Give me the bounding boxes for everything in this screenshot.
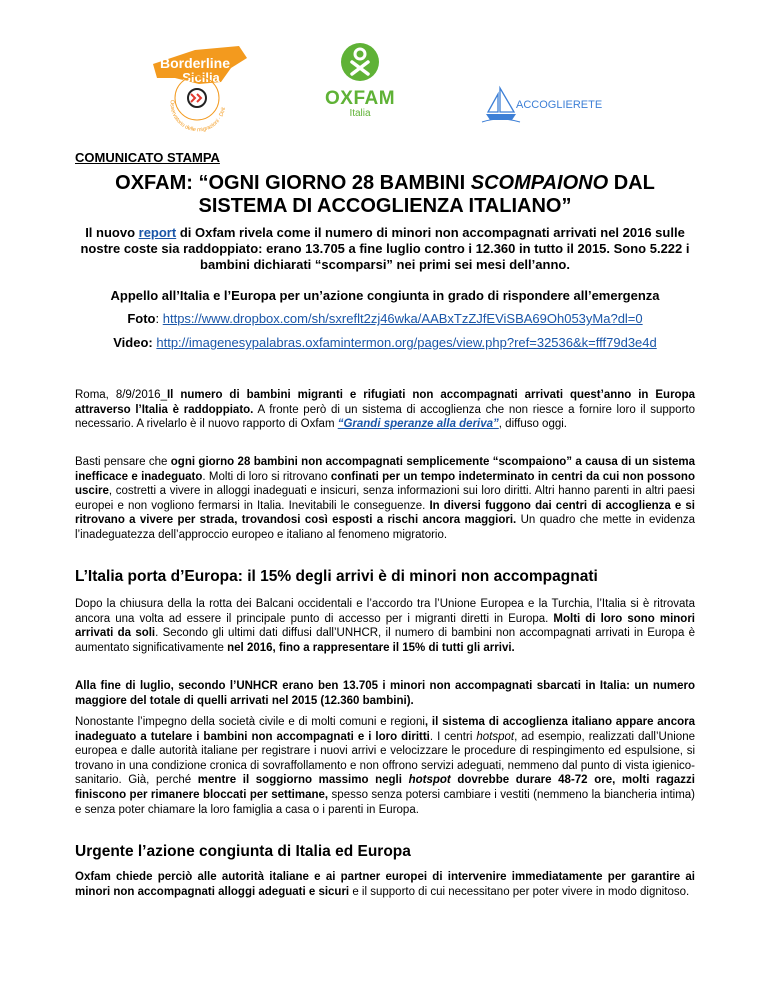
borderline-line2: Sicilia [182,70,220,85]
section-heading-italia: L’Italia porta d’Europa: il 15% degli arrivi è di minori non accompagnati [75,568,598,585]
page-title: OXFAM: “OGNI GIORNO 28 BAMBINI SCOMPAIONO DAL SISTEMA DI ACCOGLIENZA ITALIANO” [115,172,655,217]
foto-line: Foto: https://www.dropbox.com/sh/sxreflt2zj46wka/AABxTzZJfEViSBA69Oh053yMa?dl=0 [127,311,643,326]
oxfam-wordmark: OXFAM [325,88,396,109]
borderline-line1: Borderline [159,55,231,71]
accoglierete-wordmark: ACCOGLIERETE [516,99,603,111]
accoglierete-logo [480,84,620,124]
logo-bar [75,38,695,138]
lead-paragraph: Il nuovo report di Oxfam rivela come il numero di minori non accompagnati arrivati nel 2016 sulle nostre coste sia raddoppiato: erano 13.705 a fine luglio contro i 12.360 in tutto il 2015. Sono 5.222 i bambini dichiarati “scomparsi” nei primi sei mesi dell’anno. [80,225,690,272]
foto-link[interactable]: https://www.dropbox.com/sh/sxreflt2zj46wka/AABxTzZJfEViSBA69Oh053yMa?dl=0 [162,311,643,326]
borderline-ring-text: Osservatorio delle migrazioni · Dirit [168,99,228,134]
oxfam-mark-icon [340,42,380,82]
paragraph-unhcr: Alla fine di luglio, secondo l’UNHCR erano ben 13.705 i minori non accompagnati sbarcati in Italia: un numero maggiore del totale di quelli arrivati nel 2015 (12.360 bambini). [75,680,695,707]
video-link[interactable]: http://imagenesypalabras.oxfamintermon.org/pages/view.php?ref=32536&k=fff79d3e4d [156,335,657,350]
report-link[interactable]: report [138,225,177,240]
appeal-line: Appello all’Italia e l’Europa per un’azione congiunta in grado di rispondere all’emergenza [110,288,660,303]
oxfam-subtitle: Italia [349,108,371,119]
paragraph-scompaiono: Basti pensare che ogni giorno 28 bambini non accompagnati semplicemente “scompaiono” a causa di un sistema inefficace e inadeguato. Molti di loro si ritrovano confinati per un tempo indeterminato in centri da cui non possono uscire, costretti a vivere in alloggi inadeguati e insicuri, senza informazioni sui loro diritti. Altri hanno parenti in altri paesi europei e non vogliono fermarsi in Italia. Inevitabili le conseguenze. In diversi fuggono dai centri di accoglienza e si ritrovano a vivere per strada, trovandosi così esposti a rischi ancora maggiori. Un quadro che mette in evidenza l’inadeguatezza dell’approccio europeo e italiano al fenomeno migratorio. [75,456,695,541]
grandi-speranze-link[interactable]: “Grandi speranze alla deriva” [337,418,499,431]
paragraph-appello: Oxfam chiede perciò alle autorità italiane e ai partner europei di intervenire immediatamente per garantire ai minori non accompagnati alloggi adeguati e sicuri e il supporto di cui necessitano per poter vivere in modo dignitoso. [75,871,695,898]
press-release-label: COMUNICATO STAMPA [75,150,220,165]
section-heading-urgente: Urgente l’azione congiunta di Italia ed Europa [75,843,411,860]
paragraph-balcani: Dopo la chiusura della la rotta dei Balcani occidentali e l’accordo tra l’Unione Europea e la Turchia, l’Italia si è ritrovata ancora una volta ad essere il principale punto di accesso per i migranti diretti in Europa. Molti di loro sono minori arrivati da soli. Secondo gli ultimi dati diffusi dall’UNHCR, il numero di bambini non accompagnati arrivati in Europa è aumentato significativamente nel 2016, fino a rappresentare il 15% di tutti gli arrivi. [75,598,696,654]
paragraph-intro: Roma, 8/9/2016_Il numero di bambini migranti e rifugiati non accompagnati arrivati quest’anno in Europa attraverso l’Italia è raddoppiato. A fronte però di un sistema di accoglienza che non riesce a fornire loro il supporto necessario. A rivelarlo è il nuovo rapporto di Oxfam “Grandi speranze alla deriva”, diffuso oggi. [75,389,696,431]
oxfam-logo [325,42,395,132]
paragraph-hotspot: Nonostante l’impegno della società civile e di molti comuni e regioni, il sistema di accoglienza italiano appare ancora inadeguato a tutelare i bambini non accompagnati e i loro diritti. I centri hotspot, ad esempio, realizzati dall’Unione europea e dalle autorità italiane per registrare i nuovi arrivi e velocizzare le procedure di respingimento ed espulsione, si trovano in una condizione cronica di sovraffollamento e non offrono servizi adeguati, nemmeno dal punto di vista igienico-sanitario. Già, perché mentre il soggiorno massimo negli hotspot dovrebbe durare 48-72 ore, molti ragazzi finiscono per rimanere bloccati per settimane, spesso senza potersi cambiare i vestiti (nemmeno la biancheria intima) e senza poter chiamare la loro famiglia a casa o i parenti in Europa. [75,716,695,816]
video-line: Video: http://imagenesypalabras.oxfamintermon.org/pages/view.php?ref=32536&k=fff79d3e4d [113,335,657,350]
borderline-sicilia-logo [135,38,255,138]
